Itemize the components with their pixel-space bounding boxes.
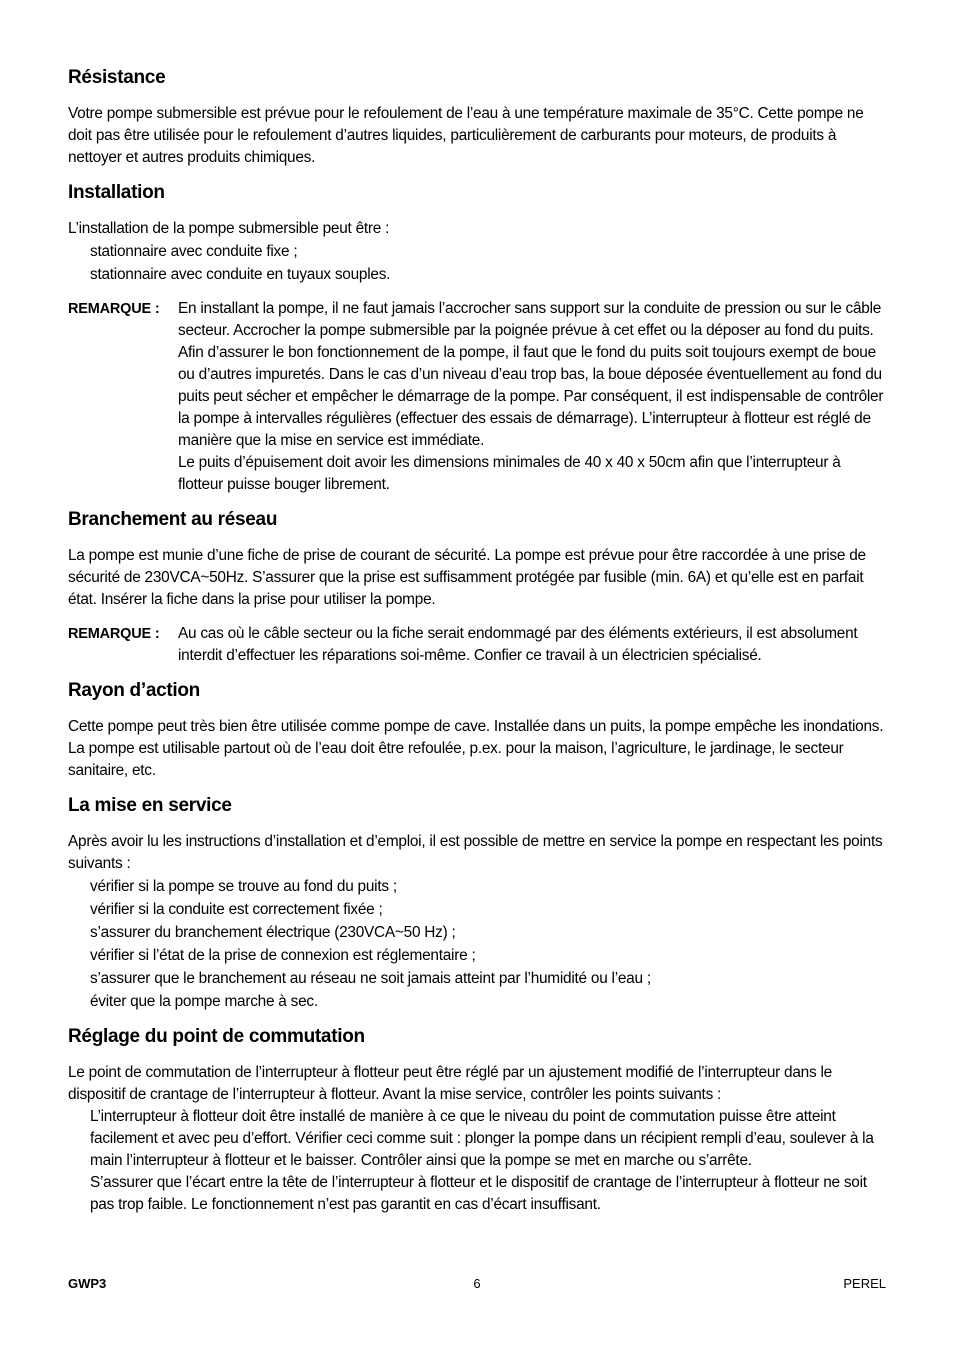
heading-reglage: Réglage du point de commutation: [68, 1026, 365, 1047]
document-page: [68, 66, 886, 1228]
note-installation: [68, 298, 886, 496]
section-rayon: [68, 679, 886, 782]
paragraph-mise-intro: Après avoir lu les instructions d’installation et d’emploi, il est possible de mettre en service la pompe en respectant les points suivants :: [68, 833, 883, 872]
list-item: stationnaire avec conduite en tuyaux souples.: [90, 266, 391, 283]
footer-page-number: 6: [473, 1276, 481, 1291]
footer-brand: PEREL: [843, 1276, 886, 1291]
heading-installation: Installation: [68, 182, 165, 203]
list-item: éviter que la pompe marche à sec.: [90, 993, 318, 1010]
footer-model: GWP3: [68, 1276, 107, 1291]
paragraph-resistance: Votre pompe submersible est prévue pour le refoulement de l’eau à une température maximale de 35°C. Cette pompe ne doit pas être utilisée pour le refoulement d’autres liquides, particulièrement de carburants pour moteurs, de produits à nettoyer et autres produits chimiques.: [68, 105, 864, 166]
list-item: stationnaire avec conduite fixe ;: [90, 243, 298, 260]
note-label: REMARQUE :: [68, 301, 160, 317]
heading-branchement: Branchement au réseau: [68, 509, 278, 530]
heading-rayon: Rayon d’action: [68, 680, 200, 701]
mise-list: [68, 875, 886, 1013]
list-item: vérifier si l’état de la prise de connexion est réglementaire ;: [90, 947, 476, 964]
page-footer: [68, 1274, 886, 1294]
section-installation: [68, 181, 886, 496]
note-text: [178, 298, 886, 496]
list-item: vérifier si la pompe se trouve au fond du puits ;: [90, 878, 397, 895]
paragraph-branchement: La pompe est munie d’une fiche de prise de courant de sécurité. La pompe est prévue pour être raccordée à une prise de sécurité de 230VCA~50Hz. S’assurer que la prise est suffisamment protégée par fusible (min. 6A) et qu’elle est en parfait état. Insérer la fiche dans la prise pour utiliser la pompe.: [68, 547, 866, 608]
paragraph-reglage-intro: Le point de commutation de l’interrupteur à flotteur peut être réglé par un ajustement modifié de l’interrupteur dans le dispositif de crantage de l’interrupteur à flotteur. Avant la mise service, contrôler les points suivants :: [68, 1064, 832, 1103]
paragraph-rayon: Cette pompe peut très bien être utilisée comme pompe de cave. Installée dans un puits, la pompe empêche les inondations. La pompe est utilisable partout où de l’eau doit être refoulée, p.ex. pour la maison, l’agriculture, le jardinage, le secteur sanitaire, etc.: [68, 718, 884, 779]
note-label: REMARQUE :: [68, 626, 160, 642]
reglage-list: [68, 1106, 886, 1216]
section-reglage: [68, 1025, 886, 1216]
section-resistance: [68, 66, 886, 169]
heading-mise-en-service: La mise en service: [68, 795, 232, 816]
list-item: s’assurer du branchement électrique (230VCA~50 Hz) ;: [90, 924, 456, 941]
note-text-part-2: Le puits d’épuisement doit avoir les dimensions minimales de 40 x 40 x 50cm afin que l’interrupteur à flotteur puisse bouger librement.: [178, 454, 841, 493]
list-item: S’assurer que l’écart entre la tête de l’interrupteur à flotteur et le dispositif de crantage de l’interrupteur à flotteur ne soit pas trop faible. Le fonctionnement n’est pas garantit en cas d’écart insuffisant.: [90, 1174, 867, 1213]
note-text: Au cas où le câble secteur ou la fiche serait endommagé par des éléments extérieurs, il est absolument interdit d’effectuer les réparations soi-même. Confier ce travail à un électricien spécialisé.: [178, 625, 858, 664]
installation-list: [68, 240, 886, 286]
list-item: vérifier si la conduite est correctement fixée ;: [90, 901, 383, 918]
list-item: L’interrupteur à flotteur doit être installé de manière à ce que le niveau du point de commutation puisse être atteint facilement et avec peu d’effort. Vérifier ceci comme suit : plonger la pompe dans un récipient rempli d’eau, soulever à la main l’interrupteur à flotteur et le baisser. Contrôler ainsi que la pompe se met en marche ou s’arrête.: [90, 1108, 874, 1169]
heading-resistance: Résistance: [68, 67, 166, 88]
list-item: s’assurer que le branchement au réseau ne soit jamais atteint par l’humidité ou l’eau ;: [90, 970, 651, 987]
section-mise-en-service: [68, 794, 886, 1013]
note-branchement: [68, 623, 886, 667]
note-text-part-1: En installant la pompe, il ne faut jamais l’accrocher sans support sur la conduite de pression ou sur le câble secteur. Accrocher la pompe submersible par la poignée prévue à cet effet ou la déposer au fond du puits. Afin d’assurer le bon fonctionnement de la pompe, il faut que le fond du puits soit toujours exempt de boue ou d’autres impuretés. Dans le cas d’un niveau d’eau trop bas, la boue déposée éventuellement au fond du puits peut sécher et empêcher le démarrage de la pompe. Par conséquent, il est indispensable de contrôler la pompe à intervalles régulières (effectuer des essais de démarrage). L’interrupteur à flotteur est réglé de manière que la mise en service est immédiate.: [178, 300, 884, 449]
paragraph-installation-intro: L’installation de la pompe submersible peut être :: [68, 220, 390, 237]
section-branchement: [68, 508, 886, 667]
